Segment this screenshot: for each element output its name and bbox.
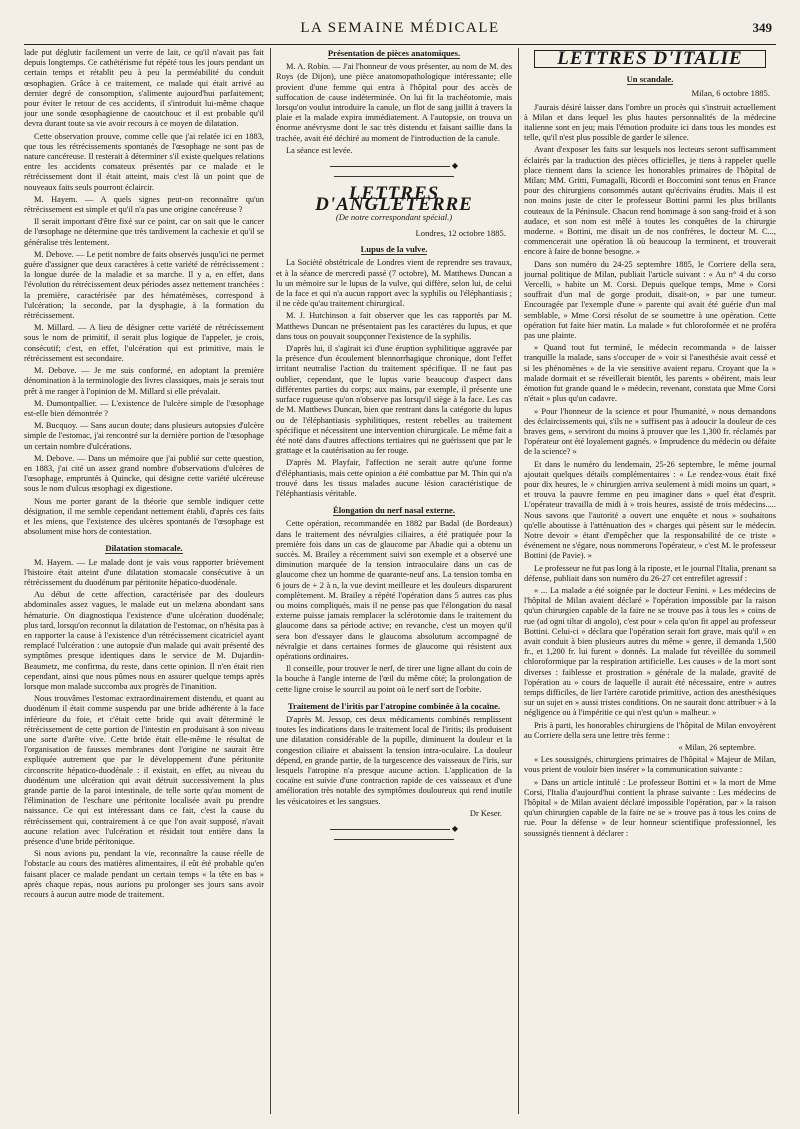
paragraph: M. Bucquoy. — Sans aucun doute; dans plusieurs autopsies d'ulcère simple de l'estomac, j'ai rencontré sur la dernière portion de l'œsophage un certain nombre d'ulcérations. xyxy=(24,421,264,451)
paragraph: M. Dumontpallier. — L'existence de l'ulcère simple de l'œsophage est-elle bien démontrée ? xyxy=(24,398,264,418)
column-right xyxy=(524,48,776,1114)
paragraph: « Milan, 26 septembre. xyxy=(678,743,756,752)
paragraph: M. Hayem. — Le malade dont je vais vous rapporter brièvement l'histoire était atteint d'une dilatation stomacale consécutive à un rétrécissement du duodénum par péritonite hépatico-duodénale. xyxy=(24,557,264,587)
paragraph: Au début de cette affection, caractérisée par des douleurs abdominales assez vagues, le malade eut un melæna abondant sans hématurie. On diagnostiqua l'existence d'une ulcération duodénale; plus tard, lorsqu'on reconnut la dilatation de l'estomac, on n'hésita pas à en rapporter la cause à l'existence d'un rétrécissement cicatriciel ayant remplacé l'ulcération : une autopsie d'un malade qui avait présenté des symptômes presque identiques dans le service de M. Dujardin-Beaumetz, me confirma, du reste, dans cette opinion. Il n'en était rien cependant, ainsi que nous pûmes nous en assurer quelque temps après lorsque mon malade succomba aux progrès de l'inanition. xyxy=(24,590,264,691)
paragraph: M. Debove. — Je me suis conformé, en adoptant la première dénomination à la terminologie des livres classiques, mais je serais tout prêt à me ranger à l'opinion de M. Millard si elle prévalait. xyxy=(24,366,264,396)
journal-page xyxy=(24,14,776,1114)
section-heading xyxy=(524,74,776,84)
paragraph: Nous trouvâmes l'estomac extraordinairement distendu, et quant au duodénum il était comme suspendu par une bride adhérente à la face inférieure du foie, et c'était cette bride qui avait déterminé le rétrécissement de cette portion de l'intestin en produisant à son niveau une sorte d'arête vive. Cette bride était elle-même le résultat de l'organisation de fausses membranes dont l'origine ne saurait être expliquée autrement que par le développement d'une péritonite circonscrite hépatico-duodénale : il existait, en effet, au niveau du duodénum une ulcération qui avait détruit successivement la plus grande partie de la paroi intestinale, de telle sorte qu'au moment de l'élimination de l'eschare une péritonite localisée avait pu prendre naissance. Ce qui est intéressant dans ce fait, c'est la cause du rétrécissement qui, contrairement à ce que l'on avait supposé, n'avait aucune relation avec l'ulcération et résidait tout entière dans la présence d'une bride péritonique. xyxy=(24,694,264,847)
paragraph: Le professeur ne fut pas long à la riposte, et le journal l'Italia, prenant sa défense, publiait dans son numéro du 26-27 cet entrefilet agressif : xyxy=(524,563,776,583)
paragraph: » Dans un article intitulé : Le professeur Bottini et » la mort de Mme Corsi, l'Italia d'aujourd'hui contient la phrase suivante : Les médecins de l'hôpital » de Milan avaient déclaré impossible l'opération, par » la raison qu'un chirurgien capable de la faire ne se » trouve pas à tous les coins de rue. Pour la défense » de leur honneur scientifique professionnel, les soussignés tiennent à déclarer : xyxy=(524,777,776,838)
paragraph: M. Millard. — A lieu de désigner cette variété de rétrécissement sous le nom de primitif, il serait plus logique de l'appeler, je crois, consécutif; c'est, en effet, l'ulcération qui est primitive, mais le rétrécissement est secondaire. xyxy=(24,323,264,363)
paragraph: Si nous avions pu, pendant la vie, reconnaître la cause réelle de l'obstacle au cours des matières alimentaires, il eût été probable qu'en faisant placer ce malade pendant un certain temps « la tête en bas » après chaque repas, nous aurions pu prolonger ses jours sans avoir recours à aucun autre mode de traitement. xyxy=(24,849,264,900)
title-box xyxy=(534,50,766,68)
paragraph: Cette observation prouve, comme celle que j'ai relatée ici en 1883, que tous les rétrécissements spontanés de l'œsophage ne sont pas de nature cancéreuse. Il resterait à déterminer s'il existe quelques relations entre les accidents comateux présentés par ce malade et le rétrécissement dont il était atteint, mais c'est là un point que de nouveaux faits seuls pourront éclaircir. xyxy=(24,131,264,192)
signature: Dr Keser. xyxy=(469,808,502,818)
paragraph: « ... La malade a été soignée par le docteur Fenini. » Les médecins de l'hôpital de Milan avaient déclaré » l'opération impossible par la raison qu'un chirurgien capable de la faire ne se trouve pas à tous les » coins de rue (ad ogni tiltar di angolo), c'est pour » cela qu'on fit appel au professeur Bottini. Celui-ci » déclara que l'opération serait fort grave, mais qu'il » en avait conduit à bien plusieurs autres du même » genre, il demanda 1,500 fr., et 1,200 fr. lui furent » donnés. La malade fut réveillée du sommeil chloroformique par la respiration artificielle. Les causes » de la mort sont diverses : faiblesse et prostration » générale de la malade, gravité de l'opération au » cours de laquelle il aurait été nécessaire, entre » autres temps difficiles, de lier l'artère carotide primitive, action des anesthésiques sur un sujet en » aussi tristes conditions. On ne saurait donc attribuer » à la négligence ou à l'impéritie ce qui n'est qu'un » malheur. » xyxy=(524,585,776,718)
section-heading xyxy=(276,244,512,254)
column-left xyxy=(24,48,264,1114)
section-heading-text: Un scandale. xyxy=(626,74,674,85)
paragraph: La séance est levée. xyxy=(286,145,353,155)
column-middle xyxy=(276,48,512,1114)
section-heading xyxy=(276,701,512,711)
correspondent-subtitle: (De notre correspondant spécial.) xyxy=(335,211,453,222)
paragraph: Cette opération, recommandée en 1882 par Badal (de Bordeaux) dans le traitement des névralgies ciliaires, a été pratiquée pour la première fois dans un cas de glaucome par Abadie qui a obtenu un succès. M. Brailey a récemment suivi son exemple et a observé une diminution marquée de la tension intraoculaire dans un cas de glaucome chez un homme de quarante-neuf ans. La tension tomba en 6 jours de + 2 à n, la vue devint meilleure et les douleurs disparurent complètement. M. Brailey a répété l'opération dans 5 autres cas plus ou moins compliqués, mais il ne pense pas que l'élongation du nasal externe puisse jamais remplacer la sclérotomie dans le traitement du glaucome dans sa période active; en revanche, c'est un moyen qu'il sera bon d'essayer dans le glaucoma absolutum accompagné de névralgie et dans certaines formes de glaucome qui résistent aux opérations ordinaires. xyxy=(276,519,512,661)
section-heading-text: Présentation de pièces anatomiques. xyxy=(327,48,461,58)
paragraph: Et dans le numéro du lendemain, 25-26 septembre, le même journal ajoutait quelques détails complémentaires : « Le rendez-vous était fixé pour dix heures, le » chirurgien arriva seulement à midi moins un quart, » et trouva la pauvre femme en peu imaginer dans » quel état d'esprit. L'opérateur travailla de midi à » trois heures, assisté de trois médecins..... Nous savons que l'autorité a ouvert une enquête et nous » souhaitons qu'elle aboutisse à l'atténuation des » charges qui pèsent sur le médecin. Notre devoir » étant d'empêcher que la responsabilité de ce triste » événement ne s'égare, nous nommerons l'opérateur, » c'est M. le professeur Bottini (de Pavie). » xyxy=(524,459,776,561)
paragraph: M. A. Robin. — J'ai l'honneur de vous présenter, au nom de M. des Roys (de Dijon), une pièce anatomopathologique intéressante; elle provient d'une femme qui entra à l'hôpital pour des accès de suffocation de cause indéterminée. On lui fit la trachéotomie, mais lorsqu'on voulut introduire la canule, un flot de sang jaillit à travers la plaie et la malade expira immédiatement. A l'autopsie, on trouva un énorme anévrysme dont le sac très distendu et faisant saillie dans la trachée, avait été déchiré au moment de l'introduction de la canule. xyxy=(276,62,512,143)
paragraph: D'après M. Playfair, l'affection ne serait autre qu'une forme d'éléphantiasis, mais cette opinion a été combattue par M. Thin qui n'a trouvé dans les tissus malades aucune lésion caractéristique de l'éléphantiasis véritable. xyxy=(276,458,512,498)
section-heading xyxy=(276,48,512,58)
paragraph: Il serait important d'être fixé sur ce point, car on sait que le cancer de l'œsophage ne détermine que très tardivement la cachexie et qu'il se généralise très lentement. xyxy=(24,217,264,247)
dateline: Londres, 12 octobre 1885. xyxy=(415,228,506,239)
column-divider xyxy=(270,48,271,1114)
paragraph: Dans son numéro du 24-25 septembre 1885, le Corriere della sera, journal politique de Milan, publiait l'article suivant : « Au n° 4 du corso Vercelli, » habite un M. Corsi. Depuis quelque temps, Mme » Corsi souffrait d'un mal de gorge produit, disait-on, » par une tumeur. Encouragée par l'exemple d'une » parente qui avait été guérie d'un mal semblable, » Mme Corsi résolut de se soumettre à une opération. Cette opération fut faite hier matin. La malade » fut chloroformée et ne proféra pas une plainte. xyxy=(524,259,776,341)
section-heading xyxy=(24,543,264,553)
section-heading-text: Dilatation stomacale. xyxy=(105,543,183,554)
page-number: 349 xyxy=(752,20,772,35)
paragraph: M. Hayem. — A quels signes peut-on reconnaître qu'un rétrécissement est simple et qu'il n'a pas une origine cancéreuse ? xyxy=(24,194,264,215)
paragraph: » Pour l'honneur de la science et pour l'humanité, » nous demandons des éclaircissements qui, s'ils ne » suffisent pas à adoucir la douleur de ces braves gens, » serviront du moins à prouver que les 1,300 fr. réclamés par l'opérateur ont été loyalement gagnés. » Imprudence du médecin ou défaite de la science? » xyxy=(524,406,776,457)
dateline: Milan, 6 octobre 1885. xyxy=(691,88,770,99)
paragraph: Avant d'exposer les faits sur lesquels nos lecteurs seront suffisamment éclairés par la traduction des pièces officielles, je tiens à rappeler quelle place tiennent dans la science les honorables primaires de l'hôpital de Milan; MM. Gritti, Fumagalli, Ricordi et Boccomini sont tenus en France pour des chirurgiens consommés autant qu'écrivains érudits. Mais il est non moins juste de citer le professeur Bottini parmi les plus brillants couteaux de la Péninsule. Chacun rend hommage à son sang-froid et à son audace, et son nom est mêlé à toutes les conquêtes de la chirurgie moderne. « Bottini, me disait un de nos confrères, le docteur M. C..., commencerait une opération là où beaucoup la terminent, et trouverait encore à faire de bonne besogne. » xyxy=(524,145,776,257)
paragraph: Nous me porter garant de la théorie que semble indiquer cette désignation, il me semble cependant nettement établi, d'après ces faits et les miens, que l'existence des ulcères spontanés de l'œsophage est absolument mise hors de contestation. xyxy=(24,496,264,537)
letters-title: LETTRES D'ANGLETERRE xyxy=(315,183,473,215)
separator: ◆ xyxy=(276,161,512,181)
paragraph: D'après M. Jessop, ces deux médicaments combinés remplissent toutes les indications dans le traitement local de l'iritis; ils produisent une dilatation considérable de la pupille, diminuent la douleur et la congestion ciliaire et abaissent la tension intra-oculaire. La douleur dépend, en grande partie, de la turgescence des vaisseaux de l'iris, sur lesquels l'atropine n'a presque aucune action. L'application de la cocaïne est suivie d'une contraction rapide de ces vaisseaux et d'une amélioration très notable des symptômes douloureux qui rend inutile les vésicatoires et les sangsues. xyxy=(276,714,512,806)
section-heading-text: Lupus de la vulve. xyxy=(360,244,428,255)
paragraph: Pris à parti, les honorables chirurgiens de l'hôpital de Milan envoyèrent au Corriere della sera une lettre très ferme : xyxy=(524,720,776,740)
paragraph: La Société obstétricale de Londres vient de reprendre ses travaux, et à la séance de mercredi passé (7 octobre), M. Matthews Duncan a lu un mémoire sur le lupus de la vulve, qui diffère, selon lui, de celui de la face et qui n'a aucun rapport avec la syphilis ou l'éléphantiasis ; il ne cède qu'au traitement chirurgical. xyxy=(276,258,512,309)
letters-title: LETTRES D'ITALIE xyxy=(557,48,743,69)
paragraph: D'après lui, il s'agirait ici d'une éruption syphilitique aggravée par la présence d'un écoulement blennorrhagique chronique, dont l'effet irritant neutralise l'action du traitement spécifique. Il ne faut pas oublier, cependant, que le lupus varie beaucoup d'aspect dans différentes parties du corps; aux mains, par exemple, il présente une surface rugueuse qu'on n'observe pas lorsqu'il siège à la face. Les cas de M. Matthews Duncan, bien que rentrant dans la catégorie du lupus ou de l'éléphantiasis syphilitiques, restent rebelles au traitement spécifique et nécessitent une intervention chirurgicale. Le même fait a été noté dans d'autres affections tertiaires qui ne guérissent que par le grattage et la cautérisation au fer rouge. xyxy=(276,344,512,456)
columns xyxy=(24,48,776,1114)
paragraph: » Quand tout fut terminé, le médecin recommanda » de laisser tranquille la malade, sans s'occuper de » voir si l'anesthésie avait cessé et si les phénomènes » de la vie sensitive avaient reparu. Croyant que la » malade dormait et se réveillerait bientôt, les parents » obéirent, mais leur émotion fut grande quand le » médecin, revenant, constata que Mme Corsi n'était » plus qu'un cadavre. xyxy=(524,343,776,404)
section-heading-text: Traitement de l'iritis par l'atropine combinée à la cocaïne. xyxy=(287,700,501,711)
journal-title: LA SEMAINE MÉDICALE xyxy=(300,20,500,36)
page-header xyxy=(24,14,776,45)
paragraph: « Les soussignés, chirurgiens primaires de l'hôpital » Majeur de Milan, vous prient de vouloir bien insérer » la communication suivante : xyxy=(524,755,776,775)
paragraph: M. J. Hutchinson a fait observer que les cas rapportés par M. Matthews Duncan ne présentaient pas les caractères du lupus, et que dans tous on pouvait soupçonner l'existence de la syphilis. xyxy=(276,311,512,341)
paragraph: lade put déglutir facilement un verre de lait, ce qu'il n'avait pas fait depuis longtemps. Ce cathétérisme fut répété tous les jours pendant un certain temps et rétablit peu à peu la perméabilité du conduit œsophagien. Grâce à ce traitement, ce malade qui était arrivé au dernier degré de consomption, s'alimente aujourd'hui parfaitement; pour éviter le retour de ces accidents, il s'introduit lui-même chaque jour une sonde œsophagienne de caoutchouc et il est probable qu'il devra durant toute sa vie avoir recours à ce moyen de dilatation. xyxy=(24,48,264,129)
paragraph: Il conseille, pour trouver le nerf, de tirer une ligne allant du coin de la bouche à l'angle interne de l'œil du même côté; la prolongation de cette ligne croise le sourcil au point où le nerf sort de l'orbite. xyxy=(276,664,512,694)
separator: ◆ xyxy=(276,824,512,844)
paragraph: M. Debove. — Dans un mémoire que j'ai publié sur cette question, en 1883, j'ai cité un assez grand nombre d'observations d'ulcères de l'œsophage, empruntés à Quincke, qui désigne cette variété ulcéreuse sous le nom d'ulcus œsophagi ex digestione. xyxy=(24,453,264,494)
section-heading xyxy=(276,505,512,515)
column-divider xyxy=(518,48,519,1114)
section-heading-text: Élongation du nerf nasal externe. xyxy=(333,505,455,516)
paragraph: J'aurais désiré laisser dans l'ombre un procès qui s'instruit actuellement à Milan et dans lequel les plus hautes personnalités de la médecine italienne sont en jeu; mais l'émotion produite ici dans tous les mondes est telle, qu'il n'est plus possible de garder le silence. xyxy=(524,102,776,143)
paragraph: M. Debove. — Le petit nombre de faits observés jusqu'ici ne permet guère d'assigner que deux caractères à cette variété de rétrécissement : la longue durée de la maladie et sa marche. Il y a, en effet, dans l'évolution du rétrécissement deux périodes assez nettement tranchées : la première, caractérisée par des hématémèses, correspond à l'ulcération; la seconde, par la dysphagie, à la formation du rétrécissement. xyxy=(24,249,264,321)
